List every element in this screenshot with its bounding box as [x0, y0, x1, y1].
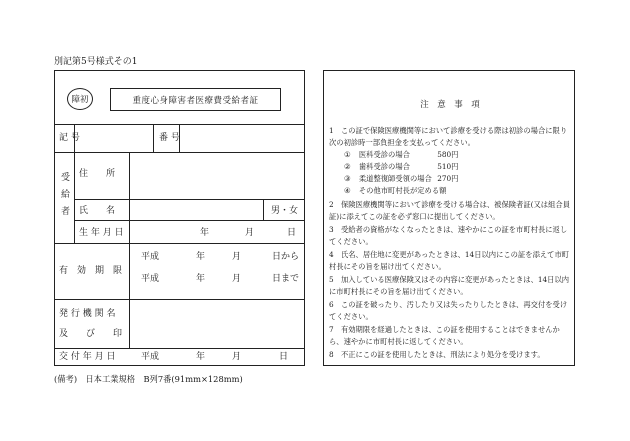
fee-amount: 270円: [437, 174, 459, 183]
name-label: 氏 名: [79, 206, 116, 216]
dob-day: 日: [287, 228, 297, 238]
note-item: 5 加入している医療保険又はその内容に変更があったときは、14日以内に市町村長にその旨を届け出てください。: [329, 275, 570, 296]
validity-from-suffix: 日から: [272, 252, 300, 262]
issue-date-label: 交 付 年 月 日: [59, 352, 116, 362]
fee-mark: ④: [344, 186, 351, 195]
recipient-label: 受 給 者: [61, 173, 71, 217]
fee-amount: 510円: [437, 162, 459, 171]
issue-date-month: 月: [232, 352, 242, 362]
dob-year: 年: [200, 228, 210, 238]
issuer-label-2: 及 び 印: [59, 329, 123, 339]
address-label: 住 所: [79, 169, 116, 179]
fee-row: [344, 162, 458, 172]
fee-mark: ①: [344, 150, 351, 159]
notes-title: 注 意 事 項: [420, 100, 480, 110]
fee-label: その他市町村長が定める額: [358, 186, 447, 195]
fee-label: 柔道整復師受領の場合: [358, 174, 432, 183]
certificate-card: [54, 70, 305, 366]
issue-date-year: 年: [196, 352, 206, 362]
number-label: 番 号: [159, 133, 180, 143]
record-no-label: 記 号: [59, 133, 80, 143]
note-item: 4 氏名、居住地に変更があったときは、14日以内にこの証を添えて市町村長にその旨を届け出てください。: [329, 250, 570, 271]
validity-label: 有 効 期 限: [59, 266, 123, 276]
validity-to-suffix: 日まで: [272, 274, 300, 284]
note-item: 2 保険医療機関等において診療を受ける場合は、被保険者証(又は組合員証)に添えてこの証を必ず窓口に提出してください。: [329, 200, 570, 221]
validity-from-month: 月: [232, 252, 242, 262]
validity-to-year: 年: [196, 274, 206, 284]
validity-from-era: 平成: [141, 252, 160, 262]
fee-label: 歯科受診の場合: [358, 162, 410, 171]
fee-row: [344, 174, 458, 184]
note-item: 3 受給者の資格がなくなったときは、速やかにこの証を市町村長に返してください。: [329, 225, 568, 246]
note-item: 1 この証で保険医療機関等において診療を受ける際は初診の場合に限り次の初診時一部負担金を支払ってください。: [329, 126, 568, 147]
footnote: (備考) 日本工業規格 B列7番(91mm×128mm): [54, 374, 243, 384]
validity-to-month: 月: [232, 274, 242, 284]
issuer-label-1: 発 行 機 関 名: [59, 309, 116, 319]
fee-amount: 580円: [437, 150, 459, 159]
fee-mark: ②: [344, 162, 351, 171]
fee-label: 医科受診の場合: [358, 150, 410, 159]
issue-date-day: 日: [279, 352, 289, 362]
note-item: 7 有効期限を経過したときは、この証を使用することはできませんから、速やかに市町村長に返してください。: [329, 325, 560, 346]
note-item: 6 この証を破ったり、汚したり又は失ったりしたときは、再交付を受けてください。: [329, 300, 568, 321]
dob-month: 月: [245, 228, 255, 238]
fee-row: [344, 186, 446, 196]
form-label: 別記第5号様式その1: [54, 57, 138, 67]
dob-label: 生 年 月 日: [79, 228, 124, 238]
notes-card: [323, 70, 575, 366]
validity-to-era: 平成: [141, 274, 160, 284]
note-item: 8 不正にこの証を使用したときは、刑法により処分を受けます。: [329, 350, 545, 359]
fee-mark: ③: [344, 174, 351, 183]
badge: 障初: [67, 88, 93, 110]
issue-date-era: 平成: [141, 352, 160, 362]
gender-label: 男・女: [271, 206, 299, 216]
card-title: 重度心身障害者医療費受給者証: [110, 88, 281, 111]
fee-row: [344, 150, 458, 160]
validity-from-year: 年: [196, 252, 206, 262]
